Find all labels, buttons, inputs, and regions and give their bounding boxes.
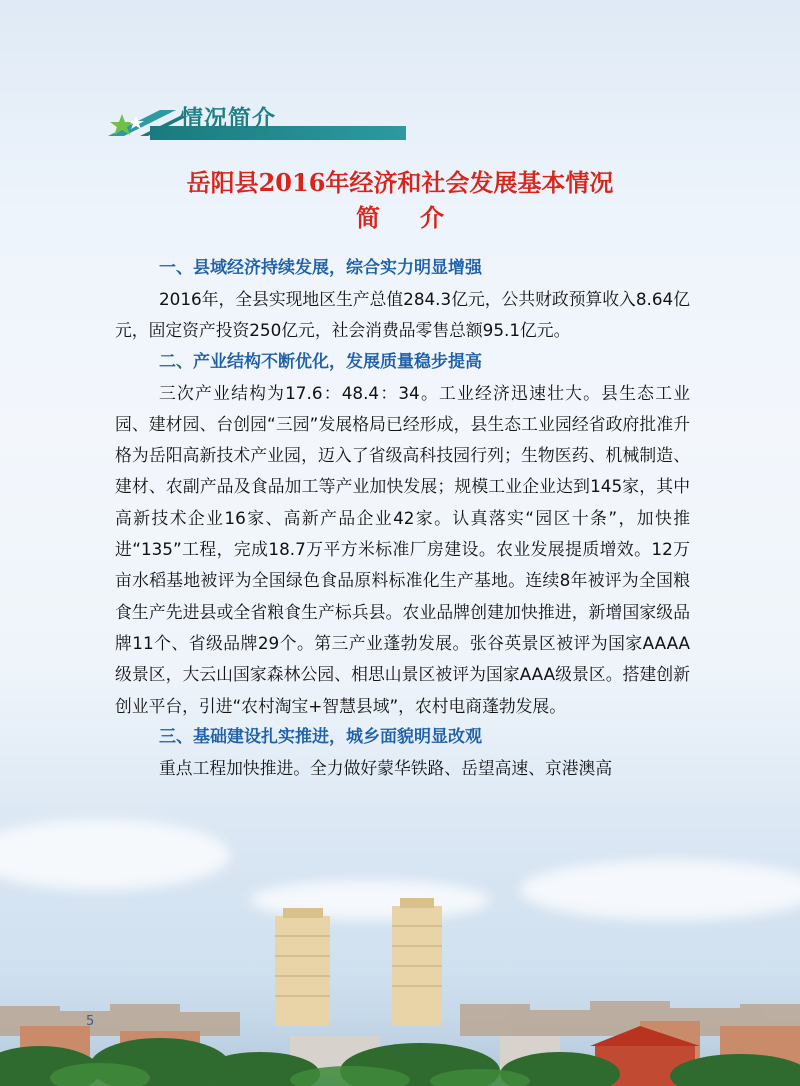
section-heading: 一、县域经济持续发展，综合实力明显增强 — [159, 258, 482, 278]
content-body — [115, 253, 690, 784]
cityscape-image — [0, 886, 800, 1086]
section-heading: 三、基础建设扎实推进，城乡面貌明显改观 — [159, 726, 482, 747]
section-badge — [100, 98, 310, 144]
document-title: 岳阳县2016年经济和社会发展基本情况 — [186, 168, 614, 197]
section-heading: 二、产业结构不断优化，发展质量稳步提高 — [159, 351, 482, 372]
paragraph: 2016年，全县实现地区生产总值284.3亿元，公共财政预算收入8.64亿元，固定资产投资250亿元，社会消费品零售总额95.1亿元。 — [115, 289, 690, 341]
paragraph: 三次产业结构为17.6：48.4：34。工业经济迅速壮大。县生态工业园、建材园、台创园“三园”发展格局已经形成，县生态工业园经省政府批准升格为岳阳高新技术产业园，迈入了省级高科技园行列；生物医药、机械制造、建材、农副产品及食品加工等产业加快发展；规模工业企业达到145家，其中高新技术企业16家、高新产品企业42家。认真落实“园区十条”，加快推进“135”工程，完成18.7万平方米标准厂房建设。农业发展提质增效。12万亩水稻基地被评为全国绿色食品原料标准化生产基地。连续8年被评为全国粮食生产先进县或全省粮食生产标兵县。农业品牌创建加快推进，新增国家级品牌11个、省级品牌29个。第三产业蓬勃发展。张谷英景区被评为国家AAAA级景区，大云山国家森林公园、相思山景区被评为国家AAA级景区。搭建创新创业平台，引进“农村淘宝+智慧县域”，农村电商蓬勃发展。 — [115, 382, 690, 716]
section-label: 情况简介 — [180, 105, 276, 132]
document-subtitle: 简介 — [356, 203, 484, 232]
cloud — [0, 820, 230, 890]
page-number: 5 — [86, 1014, 95, 1029]
paragraph: 重点工程加快推进。全力做好蒙华铁路、岳望高速、京港澳高 — [159, 757, 613, 778]
